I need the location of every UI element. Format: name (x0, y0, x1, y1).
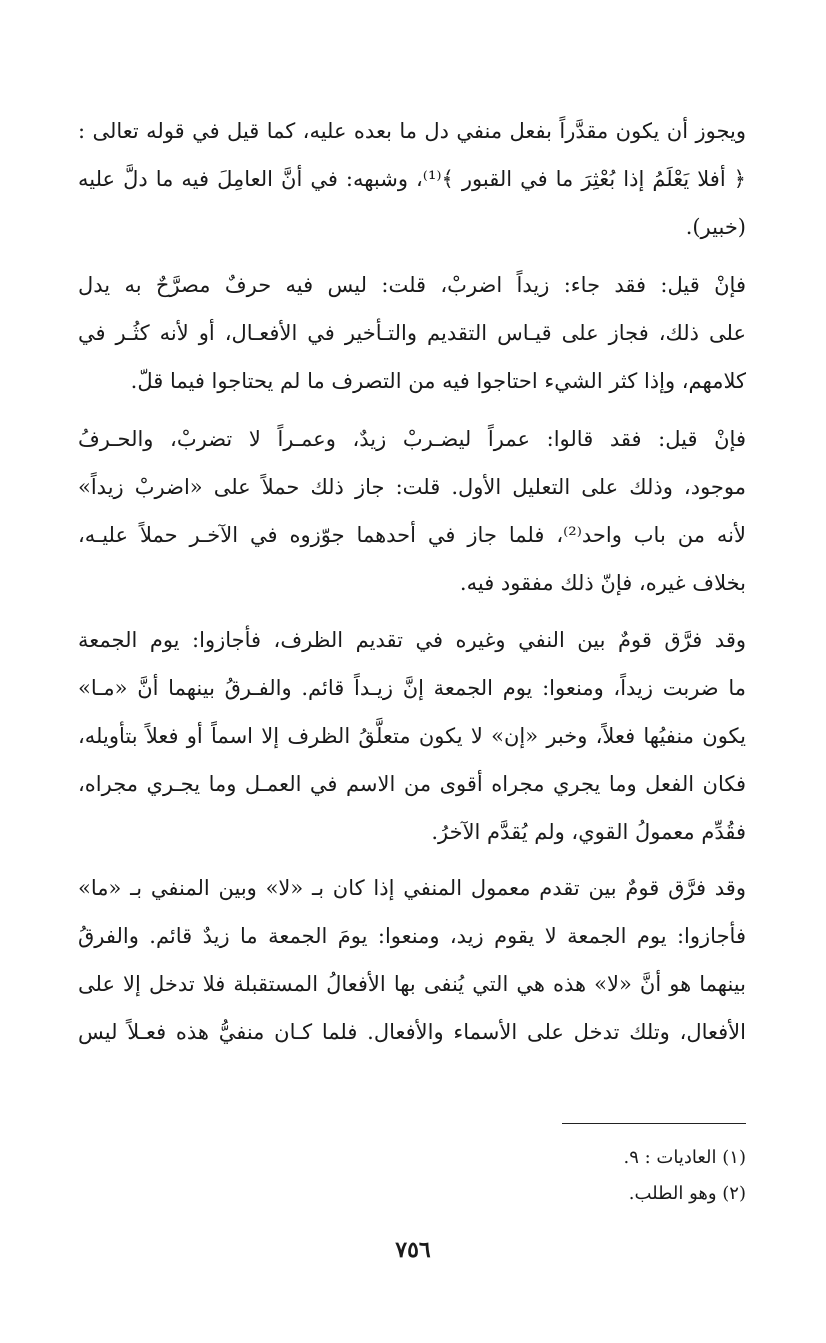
text-line: فأجازوا: يوم الجمعة لا يقوم زيد، ومنعوا: يومَ الجمعة ما زيدٌ قائم. والفرقُ (78, 924, 746, 948)
text-line: ويجوز أن يكون مقدَّراً بفعل منفي دل ما بعده عليه، كما قيل في قوله تعالى : (78, 119, 746, 143)
text-line: كلامهم، وإذا كثر الشيء احتاجوا فيه من التصرف ما لم يحتاجوا فيما قلّ. (130, 369, 746, 393)
text-line: فإنْ قيل: فقد جاء: زيداً اضربْ، قلت: ليس فيه حرفٌ مصرَّحٌ به يدل (78, 273, 746, 297)
text-line: لأنه من باب واحد⁽²⁾، فلما جاز في أحدهما جوّزوه في الآخـر حملاً عليـه، (78, 523, 746, 547)
page-number: ٧٥٦ (395, 1237, 431, 1263)
paragraph-5 (78, 864, 746, 1056)
paragraph-2 (78, 261, 746, 405)
footnote-2: (٢) وهو الطلب. (628, 1183, 746, 1204)
text-line: وقد فرَّق قومٌ بين النفي وغيره في تقديم الظرف، فأجازوا: يوم الجمعة (78, 628, 746, 652)
paragraph-3 (78, 415, 746, 607)
paragraph-4 (78, 616, 746, 856)
text-line: على ذلك، فجاز على قيـاس التقديم والتـأخير في الأفعـال، أو لأنه كثُـر في (78, 321, 746, 345)
text-line: فإنْ قيل: فقد قالوا: عمراً ليضـربْ زيدٌ، وعمـراً لا تضربْ، والحـرفُ (78, 427, 746, 451)
paragraph-1 (78, 107, 746, 251)
text-line: موجود، وذلك على التعليل الأول. قلت: جاز ذلك حملاً على «اضربْ زيداً» (78, 475, 746, 499)
text-line: الأفعال، وتلك تدخل على الأسماء والأفعال. فلما كـان منفيُّ هذه فعـلاً ليس (78, 1020, 746, 1044)
text-line: يكون منفيُها فعلاً، وخبر «إن» لا يكون متعلَّقُ الظرف إلا اسماً أو فعلاً بتأويله، (78, 724, 746, 748)
text-line: بينهما هو أنَّ «لا» هذه هي التي يُنفى بها الأفعالُ المستقبلة فلا تدخل إلا على (78, 972, 746, 996)
text-line: وقد فرَّق قومٌ بين تقدم معمول المنفي إذا كان بـ «لا» وبين المنفي بـ «ما» (78, 876, 746, 900)
text-line: فقُدِّم معمولُ القوي، ولم يُقدَّم الآخرُ. (431, 820, 746, 844)
text-line: ﴿ أفلا يَعْلَمُ إذا بُعْثِرَ ما في القبور ﴾⁽¹⁾، وشبهه: في أنَّ العامِلَ فيه ما دلَّ عليه (78, 167, 746, 191)
footnotes (400, 1140, 746, 1212)
footnote-divider (562, 1123, 746, 1124)
footnote-1: (١) العاديات : ٩. (623, 1147, 746, 1168)
text-line: ما ضربت زيداً، ومنعوا: يوم الجمعة إنَّ زيـداً قائم. والفـرقُ بينهما أنَّ «مـا» (78, 676, 746, 700)
text-line: فكان الفعل وما يجري مجراه أقوى من الاسم في العمـل وما يجـري مجراه، (78, 772, 746, 796)
text-line: (خبير). (685, 215, 746, 239)
text-line: بخلاف غيره، فإنّ ذلك مفقود فيه. (459, 571, 746, 595)
